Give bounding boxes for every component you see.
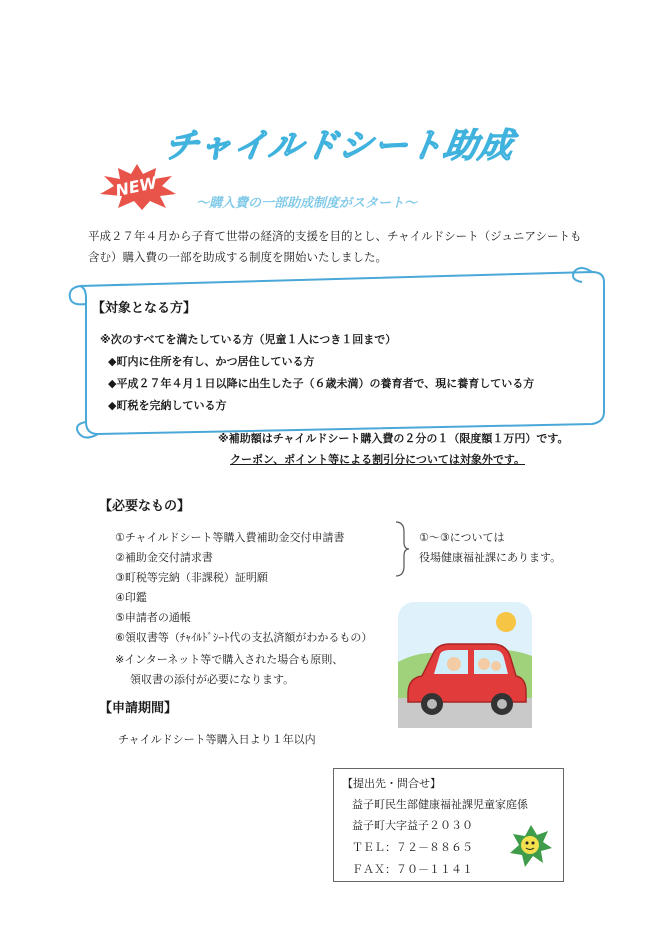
child-figure: [491, 661, 501, 671]
eligible-heading: 【対象となる方】: [92, 301, 197, 316]
new-badge: [96, 162, 178, 210]
eligible-condition: ※次のすべてを満たしている方（児童１人につき１回まで）: [100, 333, 397, 346]
period-heading: 【申請期間】: [99, 701, 178, 716]
required-item: ③町税等完納（非課税）証明願: [115, 571, 268, 584]
required-item: ⑥領収書等（ﾁｬｲﾙﾄﾞｼｰﾄ代の支払済額がわかるもの）: [115, 631, 373, 644]
required-item: ④印鑑: [115, 591, 147, 604]
scroll-frame: [64, 262, 612, 442]
side-note-line: 役場健康福祉課にあります。: [419, 551, 562, 564]
required-item: ②補助金交付請求書: [115, 551, 213, 564]
subsidy-note: ※補助額はチャイルドシート購入費の２分の１（限度額１万円）です。: [218, 432, 569, 445]
contact-line: 益子町大字益子２０３０: [352, 819, 473, 832]
contact-heading: 【提出先・問合せ】: [342, 777, 441, 790]
contact-line: ＴＥＬ：７２－８８６５: [352, 841, 473, 854]
required-heading: 【必要なもの】: [99, 499, 191, 514]
new-badge-text: NEW: [113, 172, 159, 201]
mascot-icon: [510, 823, 552, 869]
contact-line: ＦＡＸ：７０－１１４１: [352, 863, 473, 876]
required-item: ※インターネット等で購入された場合も原則、: [115, 653, 344, 666]
side-note-line: ①～③については: [419, 531, 505, 544]
contact-line: 益子町民生部健康福祉課児童家庭係: [352, 798, 528, 811]
eligible-item: ◆平成２７年４月１日以降に出生した子（６歳未満）の養育者で、現に養育している方: [108, 377, 535, 390]
subtitle: ～購入費の一部助成制度がスタート～: [196, 196, 418, 211]
intro-paragraph: 平成２７年４月から子育て世帯の経済的支援を目的とし、チャイルドシート（ジュニアシートも含む）購入費の一部を助成する制度を開始いたしました。: [88, 229, 582, 264]
required-item: ①チャイルドシート等購入費補助金交付申請書: [115, 531, 345, 544]
driver-figure: [447, 657, 461, 671]
eligible-item: ◆町内に住所を有し、かつ居住している方: [108, 355, 315, 368]
page-title: チャイルドシート助成: [161, 126, 517, 166]
contact-box: [333, 768, 564, 882]
required-item: 領収書の添付が必要になります。: [130, 673, 295, 686]
sun-icon: [496, 612, 516, 632]
period-text: チャイルドシート等購入日より１年以内: [118, 733, 316, 746]
passenger-figure: [478, 658, 490, 670]
brace-icon: [394, 520, 410, 578]
discount-note: クーポン、ポイント等による割引分については対象外です。: [230, 453, 526, 466]
required-item: ⑤申請者の通帳: [115, 611, 191, 624]
car-illustration: [398, 602, 532, 728]
eligible-item: ◆町税を完納している方: [108, 399, 227, 412]
